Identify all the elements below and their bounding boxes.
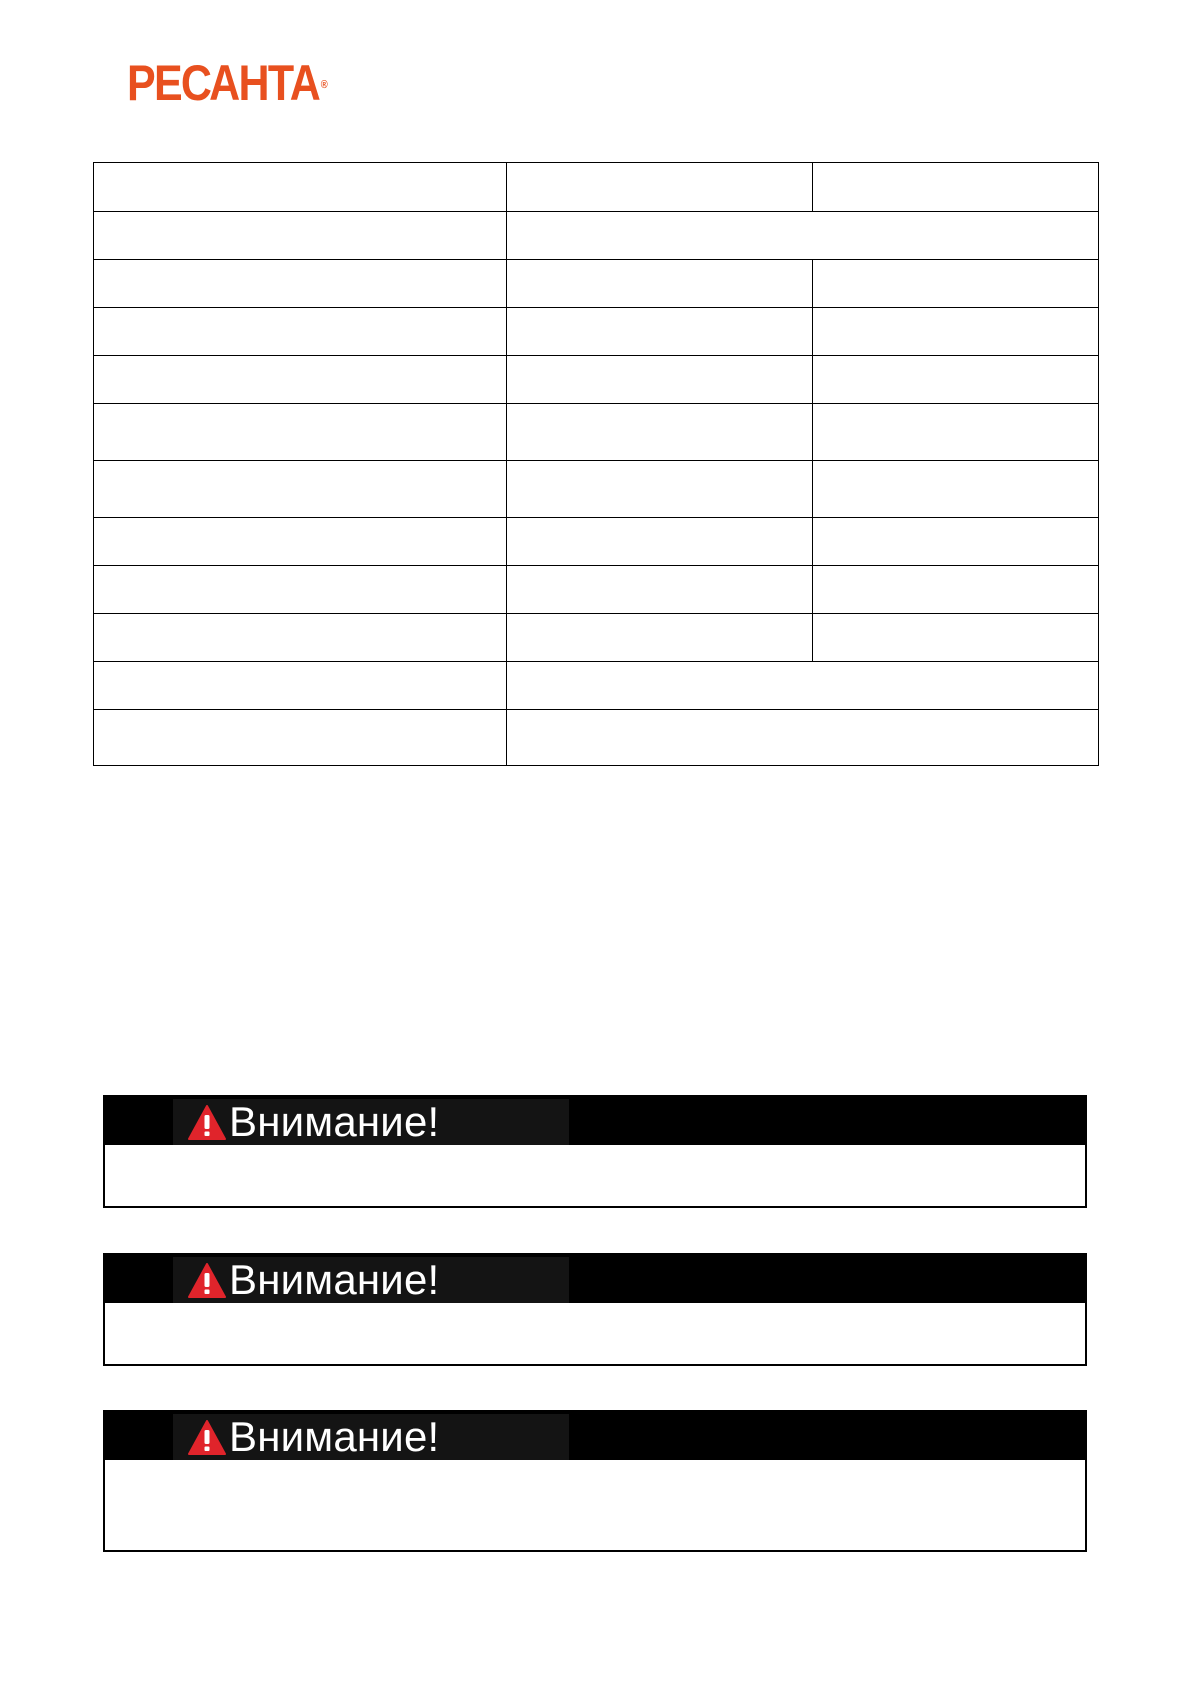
warning-header	[105, 1412, 1085, 1460]
table-row	[94, 461, 1099, 518]
warning-title: Внимание!	[229, 1256, 440, 1303]
resanta-logo	[127, 55, 328, 111]
registered-mark: ®	[320, 79, 328, 91]
warning-box	[103, 1410, 1087, 1552]
table-row	[94, 614, 1099, 662]
table-cell	[507, 404, 813, 461]
table-cell	[813, 163, 1099, 212]
warning-header	[105, 1255, 1085, 1303]
warning-label	[173, 1257, 569, 1303]
table-cell	[507, 566, 813, 614]
logo-text: РЕСАНТА	[127, 55, 320, 111]
table-cell	[94, 461, 507, 518]
table-cell	[94, 518, 507, 566]
table-cell	[507, 614, 813, 662]
table-cell	[94, 260, 507, 308]
table-row	[94, 212, 1099, 260]
warning-title: Внимание!	[229, 1098, 440, 1145]
table-cell	[813, 404, 1099, 461]
table-cell	[813, 308, 1099, 356]
table-cell	[507, 461, 813, 518]
warning-label	[173, 1414, 569, 1460]
table-cell	[94, 163, 507, 212]
table-row	[94, 308, 1099, 356]
table-row	[94, 356, 1099, 404]
table-cell	[94, 566, 507, 614]
warning-box	[103, 1253, 1087, 1366]
specifications-table	[93, 162, 1099, 766]
table-cell	[813, 614, 1099, 662]
table-cell	[507, 260, 813, 308]
warning-header	[105, 1097, 1085, 1145]
table-cell	[813, 461, 1099, 518]
table-cell	[507, 356, 813, 404]
table-cell	[813, 260, 1099, 308]
table-cell	[813, 566, 1099, 614]
table-cell	[813, 518, 1099, 566]
table-cell	[94, 404, 507, 461]
table-cell	[507, 308, 813, 356]
table-row	[94, 566, 1099, 614]
warning-label	[173, 1099, 569, 1145]
warning-triangle-icon	[187, 1419, 227, 1456]
table-cell	[507, 163, 813, 212]
warning-title: Внимание!	[229, 1413, 440, 1460]
table-cell-merged	[507, 662, 1099, 710]
table-cell	[94, 212, 507, 260]
table-row	[94, 662, 1099, 710]
table-row	[94, 404, 1099, 461]
warning-box	[103, 1095, 1087, 1208]
table-cell-merged	[507, 710, 1099, 766]
table-row	[94, 163, 1099, 212]
table-row	[94, 518, 1099, 566]
table-cell-merged	[507, 212, 1099, 260]
table-cell	[507, 518, 813, 566]
table-cell	[94, 356, 507, 404]
table-cell	[94, 614, 507, 662]
warning-triangle-icon	[187, 1104, 227, 1141]
table-row	[94, 710, 1099, 766]
table-cell	[94, 662, 507, 710]
table-cell	[94, 710, 507, 766]
warning-triangle-icon	[187, 1262, 227, 1299]
table-cell	[813, 356, 1099, 404]
table-row	[94, 260, 1099, 308]
table-cell	[94, 308, 507, 356]
